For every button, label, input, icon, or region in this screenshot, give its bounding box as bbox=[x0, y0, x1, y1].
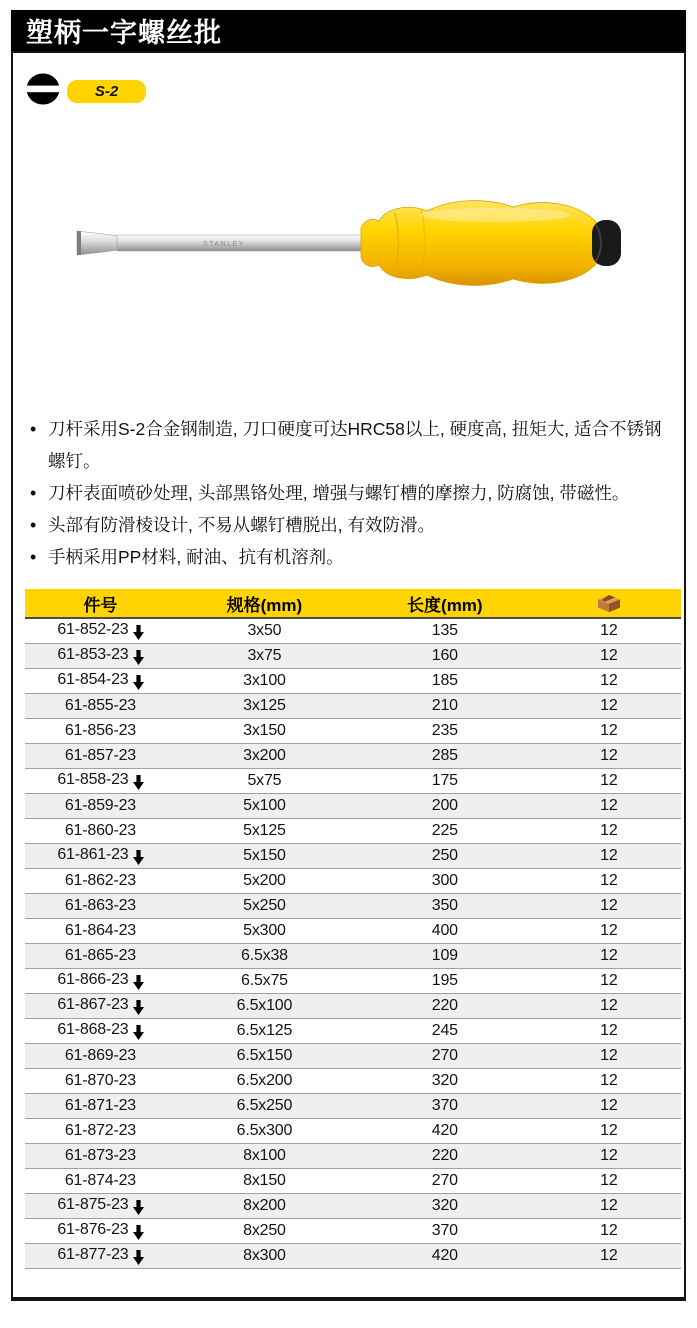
table-header-row bbox=[25, 589, 681, 618]
pack-qty-cell: 12 bbox=[600, 971, 618, 989]
part-number: 61-853-23 bbox=[57, 646, 129, 663]
part-number: 61-859-23 bbox=[64, 796, 137, 814]
part-number-cell bbox=[25, 993, 176, 1018]
part-number-cell bbox=[25, 793, 176, 818]
part-number-cell bbox=[25, 693, 176, 718]
feature-item: • 头部有防滑棱设计, 不易从螺钉槽脱出, 有效防滑。 bbox=[29, 509, 673, 541]
length-cell: 160 bbox=[431, 646, 458, 664]
table-row bbox=[25, 893, 681, 918]
spec-cell: 6.5x75 bbox=[241, 971, 288, 989]
part-number: 61-867-23 bbox=[57, 996, 129, 1013]
spec-cell: 6.5x38 bbox=[241, 946, 288, 964]
product-image bbox=[65, 187, 625, 302]
table-row bbox=[25, 1068, 681, 1093]
part-number: 61-866-23 bbox=[57, 971, 129, 988]
down-arrow-icon bbox=[133, 775, 144, 790]
length-cell: 220 bbox=[431, 996, 458, 1014]
part-number-cell bbox=[25, 843, 176, 868]
spec-cell: 6.5x100 bbox=[236, 996, 293, 1014]
spec-cell: 3x75 bbox=[247, 646, 282, 664]
table-row bbox=[25, 918, 681, 943]
part-number-cell bbox=[25, 618, 176, 643]
part-number: 61-863-23 bbox=[64, 896, 137, 914]
pack-qty-cell: 12 bbox=[600, 1096, 618, 1114]
part-number-cell bbox=[25, 918, 176, 943]
pack-qty-cell: 12 bbox=[600, 671, 618, 689]
pack-qty-cell: 12 bbox=[600, 1021, 618, 1039]
part-number-cell bbox=[25, 943, 176, 968]
table-row bbox=[25, 1143, 681, 1168]
pack-qty-cell: 12 bbox=[600, 1196, 618, 1214]
length-cell: 235 bbox=[431, 721, 458, 739]
table-row bbox=[25, 1243, 681, 1268]
table-row bbox=[25, 843, 681, 868]
pack-qty-cell: 12 bbox=[600, 721, 618, 739]
length-cell: 175 bbox=[431, 771, 458, 789]
spec-cell: 5x75 bbox=[247, 771, 282, 789]
length-cell: 109 bbox=[431, 946, 458, 964]
down-arrow-icon bbox=[133, 975, 144, 990]
pack-qty-cell: 12 bbox=[600, 1121, 618, 1139]
table-row bbox=[25, 1018, 681, 1043]
part-number-cell bbox=[25, 868, 176, 893]
length-cell: 225 bbox=[431, 821, 458, 839]
pack-qty-cell: 12 bbox=[600, 696, 618, 714]
page-title: 塑柄一字螺丝批 bbox=[11, 10, 686, 51]
pack-qty-cell: 12 bbox=[600, 846, 618, 864]
part-number: 61-858-23 bbox=[57, 771, 129, 788]
spec-cell: 5x100 bbox=[243, 796, 286, 814]
part-number-cell bbox=[25, 643, 176, 668]
length-cell: 210 bbox=[431, 696, 458, 714]
length-cell: 200 bbox=[431, 796, 458, 814]
part-number: 61-873-23 bbox=[64, 1146, 137, 1164]
table-row bbox=[25, 743, 681, 768]
spec-cell: 5x200 bbox=[243, 871, 286, 889]
spec-cell: 3x125 bbox=[243, 696, 286, 714]
part-number: 61-857-23 bbox=[64, 746, 137, 764]
length-cell: 370 bbox=[431, 1096, 458, 1114]
spec-cell: 6.5x200 bbox=[236, 1071, 293, 1089]
length-cell: 370 bbox=[431, 1221, 458, 1239]
carton-icon bbox=[597, 594, 621, 613]
spec-cell: 8x150 bbox=[243, 1171, 286, 1189]
table-row bbox=[25, 868, 681, 893]
part-number-cell bbox=[25, 1043, 176, 1068]
length-cell: 135 bbox=[431, 621, 458, 639]
feature-item: • 手柄采用PP材料, 耐油、抗有机溶剂。 bbox=[29, 541, 673, 573]
part-number-cell bbox=[25, 1193, 176, 1218]
table-row bbox=[25, 768, 681, 793]
spec-cell: 6.5x150 bbox=[236, 1046, 293, 1064]
part-number-cell bbox=[25, 1143, 176, 1168]
col-header-part: 件号 bbox=[25, 589, 176, 618]
length-cell: 220 bbox=[431, 1146, 458, 1164]
part-number: 61-874-23 bbox=[64, 1171, 137, 1189]
part-number-cell bbox=[25, 818, 176, 843]
part-number: 61-856-23 bbox=[64, 721, 137, 739]
down-arrow-icon bbox=[133, 1200, 144, 1215]
table-row bbox=[25, 668, 681, 693]
length-cell: 420 bbox=[431, 1121, 458, 1139]
spec-cell: 3x50 bbox=[247, 621, 282, 639]
spec-cell: 5x300 bbox=[243, 921, 286, 939]
spec-cell: 6.5x125 bbox=[236, 1021, 293, 1039]
down-arrow-icon bbox=[133, 675, 144, 690]
down-arrow-icon bbox=[133, 1250, 144, 1265]
table-row bbox=[25, 818, 681, 843]
pack-qty-cell: 12 bbox=[600, 1146, 618, 1164]
spec-cell: 8x100 bbox=[243, 1146, 286, 1164]
part-number: 61-860-23 bbox=[64, 821, 137, 839]
brand-text: STANLEY bbox=[203, 241, 245, 248]
spec-cell: 6.5x250 bbox=[236, 1096, 293, 1114]
part-number-cell bbox=[25, 968, 176, 993]
pack-qty-cell: 12 bbox=[600, 1246, 618, 1264]
part-number: 61-875-23 bbox=[57, 1196, 129, 1213]
blade-tip bbox=[77, 231, 119, 255]
part-number-cell bbox=[25, 1068, 176, 1093]
length-cell: 420 bbox=[431, 1246, 458, 1264]
down-arrow-icon bbox=[133, 1000, 144, 1015]
pack-qty-cell: 12 bbox=[600, 1171, 618, 1189]
length-cell: 350 bbox=[431, 896, 458, 914]
pack-qty-cell: 12 bbox=[600, 746, 618, 764]
part-number-cell bbox=[25, 1093, 176, 1118]
part-number: 61-877-23 bbox=[57, 1246, 129, 1263]
pack-qty-cell: 12 bbox=[600, 946, 618, 964]
table-row bbox=[25, 993, 681, 1018]
steel-grade-badge: S-2 bbox=[67, 80, 146, 103]
down-arrow-icon bbox=[133, 625, 144, 640]
table-row bbox=[25, 1193, 681, 1218]
pack-qty-cell: 12 bbox=[600, 896, 618, 914]
part-number-cell bbox=[25, 1218, 176, 1243]
pack-qty-cell: 12 bbox=[600, 646, 618, 664]
pack-qty-cell: 12 bbox=[600, 1221, 618, 1239]
part-number-cell bbox=[25, 1243, 176, 1268]
spec-cell: 5x125 bbox=[243, 821, 286, 839]
down-arrow-icon bbox=[133, 850, 144, 865]
part-number: 61-855-23 bbox=[64, 696, 137, 714]
pack-qty-cell: 12 bbox=[600, 871, 618, 889]
part-number: 61-852-23 bbox=[57, 621, 129, 639]
down-arrow-icon bbox=[133, 1025, 144, 1040]
spec-cell: 3x100 bbox=[243, 671, 286, 689]
part-number-cell bbox=[25, 1118, 176, 1143]
part-number: 61-870-23 bbox=[64, 1071, 137, 1089]
spec-cell: 3x150 bbox=[243, 721, 286, 739]
screwdriver-image bbox=[65, 187, 625, 302]
spec-cell: 8x200 bbox=[243, 1196, 286, 1214]
spec-cell: 8x300 bbox=[243, 1246, 286, 1264]
part-number-cell bbox=[25, 1168, 176, 1193]
down-arrow-icon bbox=[133, 650, 144, 665]
table-row bbox=[25, 1093, 681, 1118]
pack-qty-cell: 12 bbox=[600, 821, 618, 839]
pack-qty-cell: 12 bbox=[600, 1071, 618, 1089]
feature-list bbox=[29, 413, 673, 573]
table-row bbox=[25, 1218, 681, 1243]
length-cell: 320 bbox=[431, 1196, 458, 1214]
table-row bbox=[25, 1043, 681, 1068]
length-cell: 195 bbox=[431, 971, 458, 989]
col-header-length: 长度(mm) bbox=[353, 589, 537, 618]
part-number-cell bbox=[25, 668, 176, 693]
length-cell: 320 bbox=[431, 1071, 458, 1089]
part-number: 61-854-23 bbox=[57, 671, 129, 688]
parts-table bbox=[25, 589, 681, 1269]
part-number-cell bbox=[25, 743, 176, 768]
spec-cell: 5x150 bbox=[243, 846, 286, 864]
table-row bbox=[25, 1168, 681, 1193]
length-cell: 270 bbox=[431, 1046, 458, 1064]
col-header-spec: 规格(mm) bbox=[176, 589, 353, 618]
table-row bbox=[25, 693, 681, 718]
part-number: 61-868-23 bbox=[57, 1021, 129, 1038]
length-cell: 285 bbox=[431, 746, 458, 764]
badge-row bbox=[26, 73, 146, 110]
length-cell: 245 bbox=[431, 1021, 458, 1039]
part-number: 61-869-23 bbox=[64, 1046, 137, 1064]
down-arrow-icon bbox=[133, 1225, 144, 1240]
length-cell: 270 bbox=[431, 1171, 458, 1189]
part-number: 61-865-23 bbox=[64, 946, 137, 964]
part-number-cell bbox=[25, 893, 176, 918]
pack-qty-cell: 12 bbox=[600, 996, 618, 1014]
part-number-cell bbox=[25, 718, 176, 743]
table-row bbox=[25, 793, 681, 818]
length-cell: 400 bbox=[431, 921, 458, 939]
table-row bbox=[25, 943, 681, 968]
table-row bbox=[25, 968, 681, 993]
pack-qty-cell: 12 bbox=[600, 796, 618, 814]
table-row bbox=[25, 1118, 681, 1143]
length-cell: 250 bbox=[431, 846, 458, 864]
part-number: 61-861-23 bbox=[57, 846, 129, 863]
content-frame bbox=[11, 51, 686, 1301]
table-row bbox=[25, 618, 681, 643]
slotted-tip-icon bbox=[26, 73, 60, 110]
table-row bbox=[25, 718, 681, 743]
col-header-pack bbox=[537, 589, 681, 618]
pack-qty-cell: 12 bbox=[600, 921, 618, 939]
part-number: 61-862-23 bbox=[64, 871, 137, 889]
spec-cell: 6.5x300 bbox=[236, 1121, 293, 1139]
part-number: 61-876-23 bbox=[57, 1221, 129, 1238]
parts-table-body bbox=[25, 618, 681, 1268]
part-number-cell bbox=[25, 768, 176, 793]
part-number: 61-872-23 bbox=[64, 1121, 137, 1139]
spec-cell: 8x250 bbox=[243, 1221, 286, 1239]
spec-cell: 3x200 bbox=[243, 746, 286, 764]
length-cell: 185 bbox=[431, 671, 458, 689]
feature-item: • 刀杆采用S-2合金钢制造, 刀口硬度可达HRC58以上, 硬度高, 扭矩大, 适合不锈钢螺钉。 bbox=[29, 413, 673, 477]
pack-qty-cell: 12 bbox=[600, 1046, 618, 1064]
part-number: 61-871-23 bbox=[64, 1096, 137, 1114]
pack-qty-cell: 12 bbox=[600, 771, 618, 789]
feature-item: • 刀杆表面喷砂处理, 头部黑铬处理, 增强与螺钉槽的摩擦力, 防腐蚀, 带磁性。 bbox=[29, 477, 673, 509]
table-row bbox=[25, 643, 681, 668]
pack-qty-cell: 12 bbox=[600, 621, 618, 639]
spec-cell: 5x250 bbox=[243, 896, 286, 914]
part-number-cell bbox=[25, 1018, 176, 1043]
length-cell: 300 bbox=[431, 871, 458, 889]
part-number: 61-864-23 bbox=[64, 921, 137, 939]
